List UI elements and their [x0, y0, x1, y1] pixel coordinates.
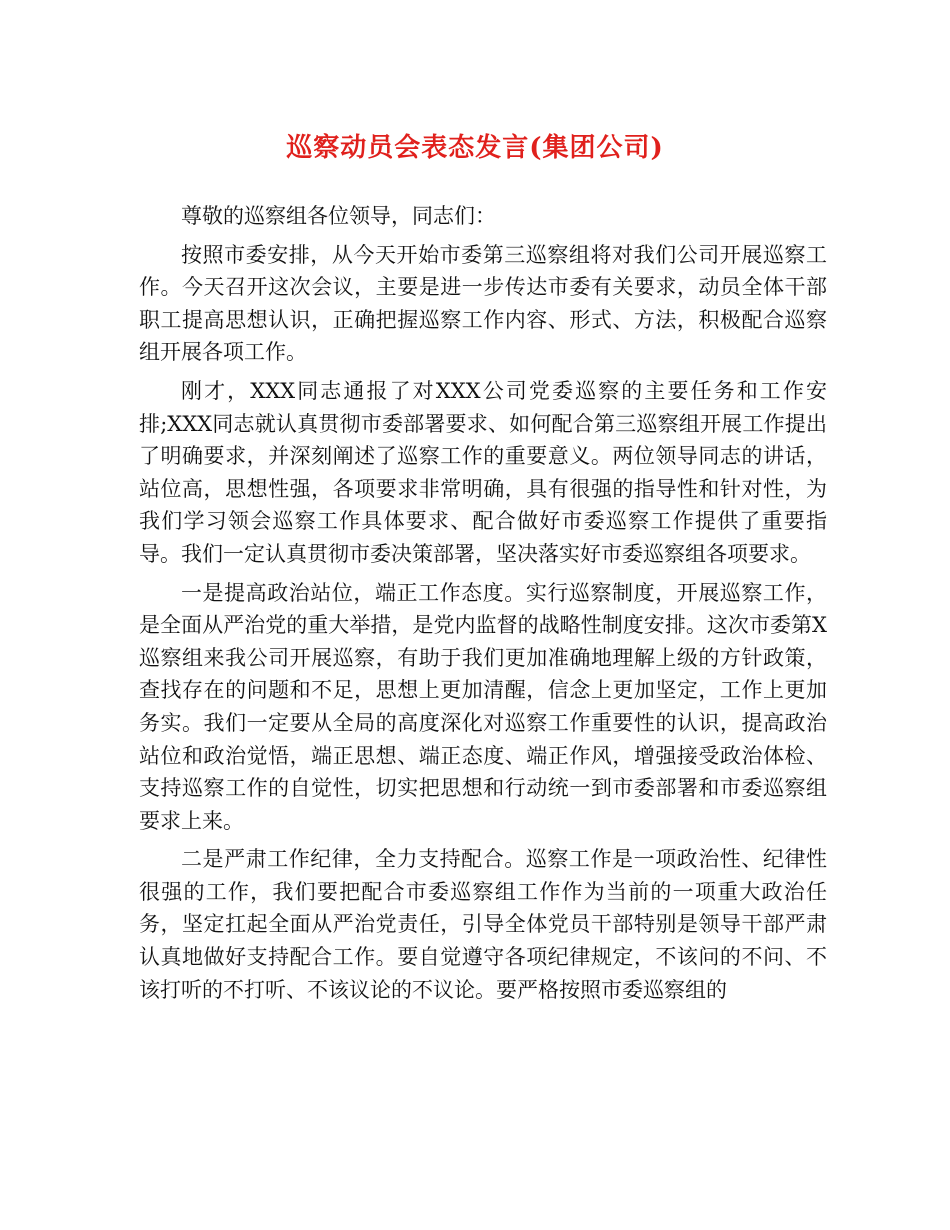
salutation-paragraph: 尊敬的巡察组各位领导，同志们： — [181, 204, 496, 228]
document-body — [139, 200, 827, 1012]
body-paragraph: 二是严肃工作纪律，全力支持配合。巡察工作是一项政治性、纪律性很强的工作，我们要把配合市委巡察组工作作为当前的一项重大政治任务，坚定扛起全面从严治党责任，引导全体党员干部特别是领导干部严肃认真地做好支持配合工作。要自觉遵守各项纪律规定，不该问的不问、不该打听的不打听、不该议论的不议论。要严格按照市委巡察组的 — [139, 847, 827, 1002]
body-paragraph: 一是提高政治站位，端正工作态度。实行巡察制度，开展巡察工作，是全面从严治党的重大举措，是党内监督的战略性制度安排。这次市委第X巡察组来我公司开展巡察，有助于我们更加准确地理解上级的方针政策，查找存在的问题和不足，思想上更加清醒，信念上更加坚定，工作上更加务实。我们一定要从全局的高度深化对巡察工作重要性的认识，提高政治站位和政治觉悟，端正思想、端正态度、端正作风，增强接受政治体检、支持巡察工作的自觉性，切实把思想和行动统一到市委部署和市委巡察组要求上来。 — [139, 580, 827, 833]
body-paragraph: 按照市委安排，从今天开始市委第三巡察组将对我们公司开展巡察工作。今天召开这次会议，主要是进一步传达市委有关要求，动员全体干部职工提高思想认识，正确把握巡察工作内容、形式、方法，积极配合巡察组开展各项工作。 — [139, 242, 827, 365]
body-paragraph: 刚才，XXX同志通报了对XXX公司党委巡察的主要任务和工作安排;XXX同志就认真贯彻市委部署要求、如何配合第三巡察组开展工作提出了明确要求，并深刻阐述了巡察工作的重要意义。两位领导同志的讲话，站位高，思想性强，各项要求非常明确，具有很强的指导性和针对性，为我们学习领会巡察工作具体要求、配合做好市委巡察工作提供了重要指导。我们一定认真贯彻市委决策部署，坚决落实好市委巡察组各项要求。 — [139, 378, 827, 566]
document-title: 巡察动员会表态发言(集团公司) — [286, 133, 664, 163]
